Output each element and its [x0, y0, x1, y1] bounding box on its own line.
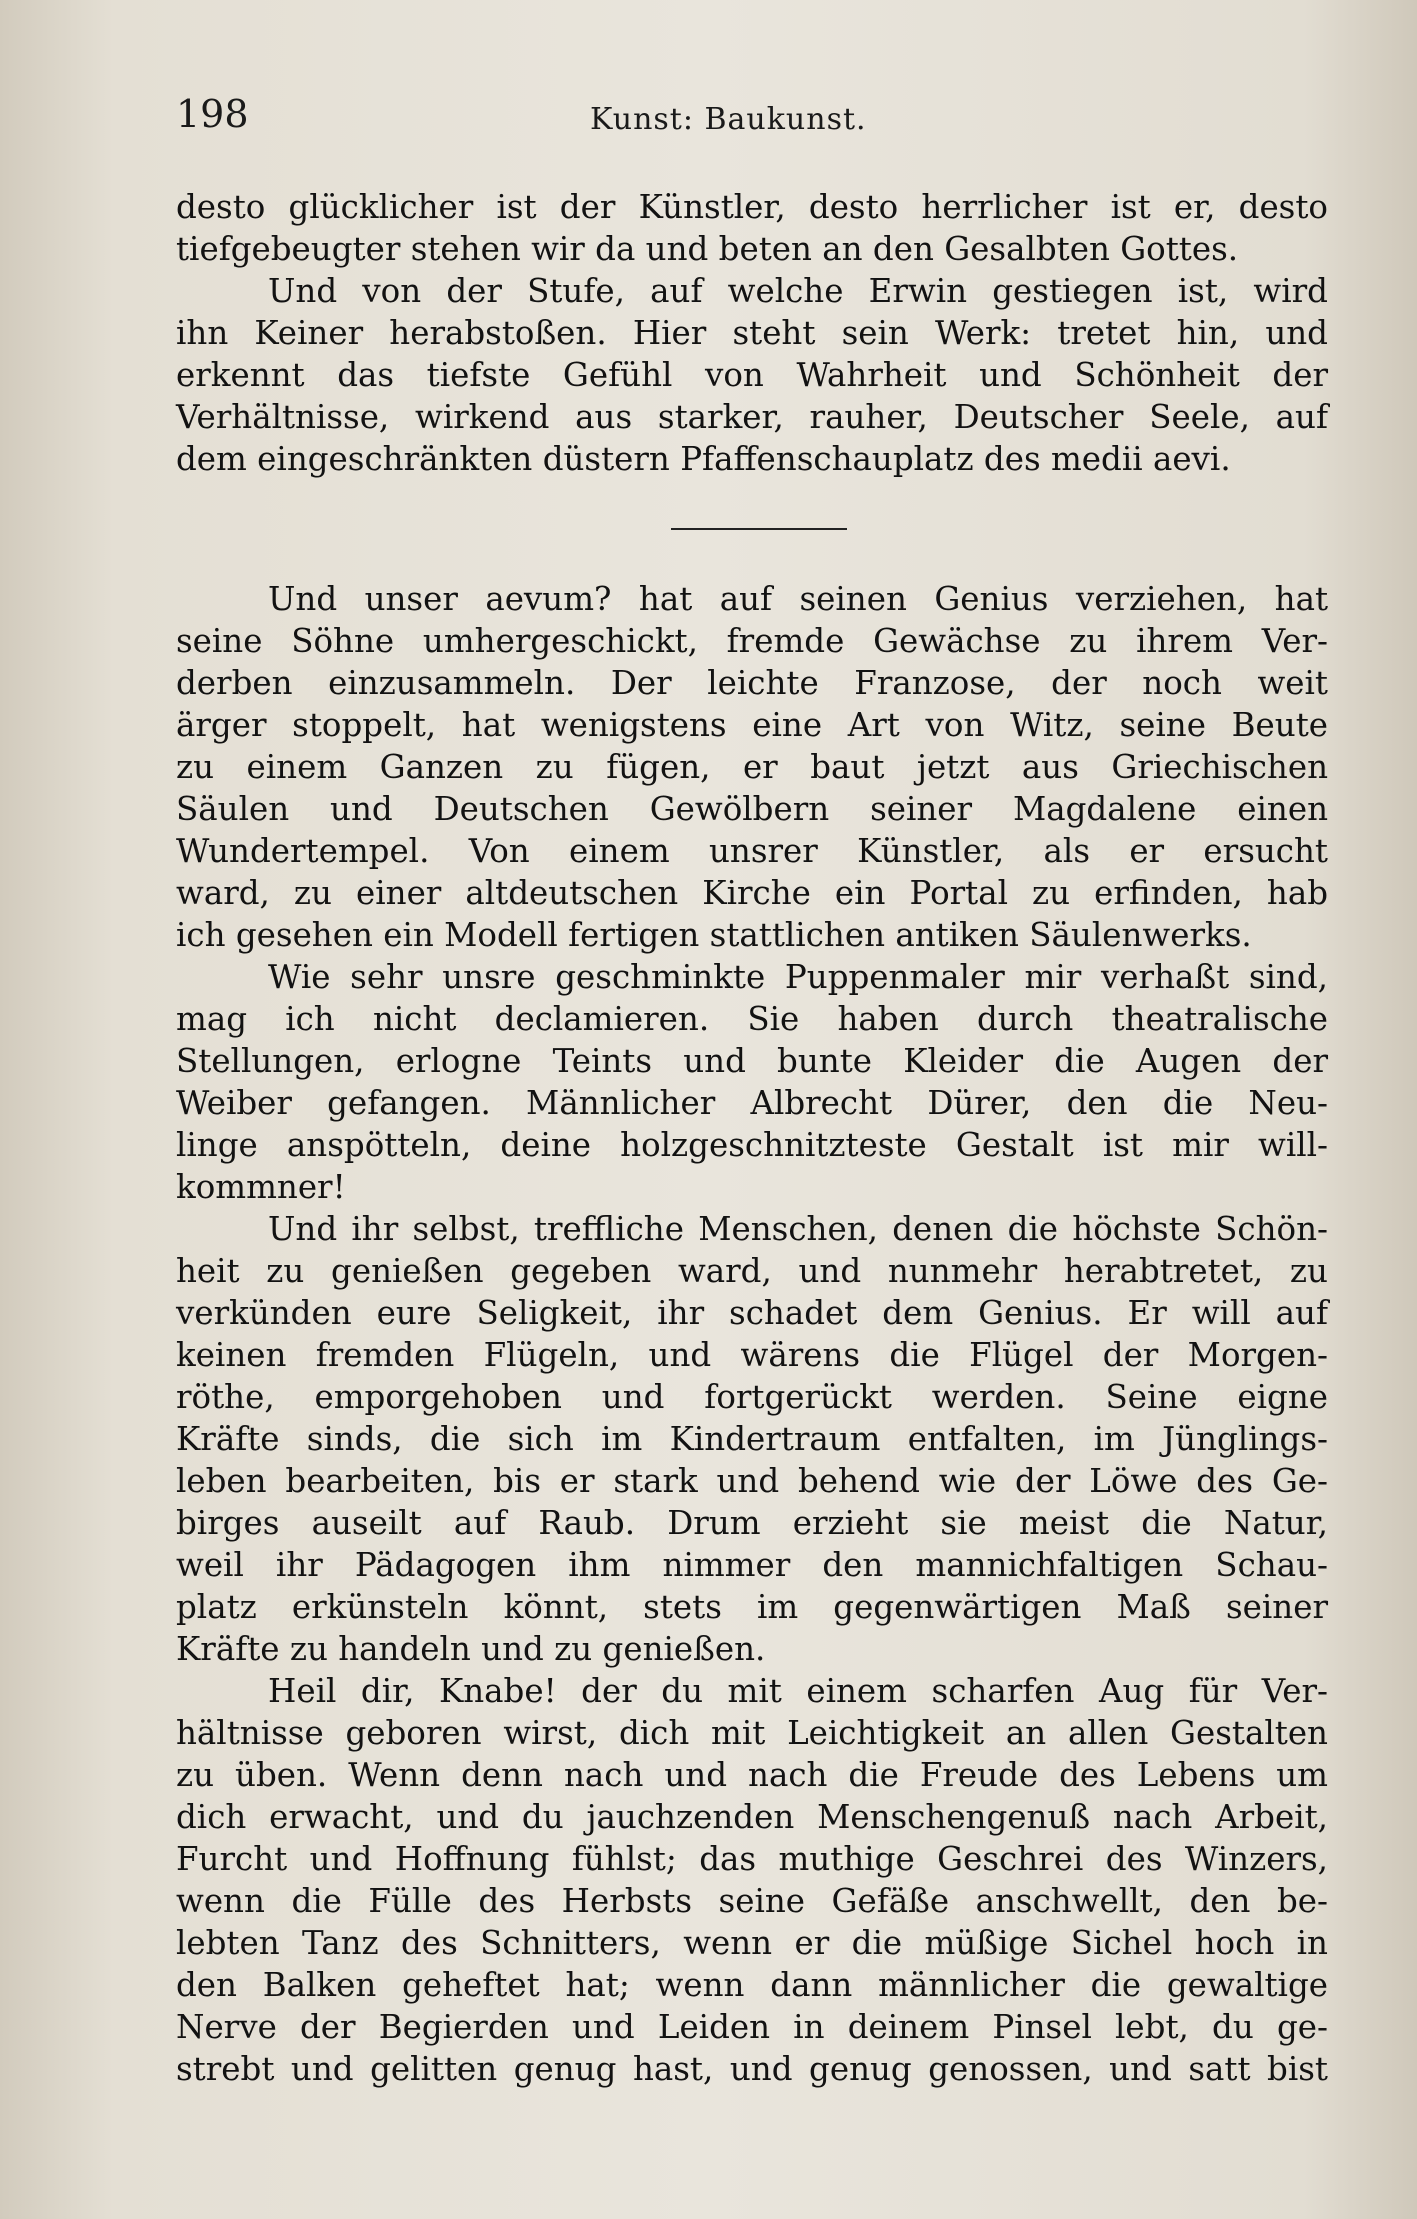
text-line: Verhältnisse, wirkend aus starker, rauher, Deutscher Seele, auf [176, 398, 1328, 436]
text-line: platz erkünsteln könnt, stets im gegenwärtigen Maß seiner [176, 1588, 1328, 1626]
text-line: dem eingeschränkten düstern Pfaffenschauplatz des medii aevi. [176, 440, 1231, 478]
section-rule [671, 528, 847, 530]
text-line: leben bearbeiten, bis er stark und behend wie der Löwe des Ge- [176, 1462, 1328, 1500]
text-line: zu üben. Wenn denn nach und nach die Freude des Lebens um [176, 1756, 1328, 1794]
text-line: Weiber gefangen. Männlicher Albrecht Dürer, den die Neu- [176, 1084, 1328, 1122]
section-divider [176, 480, 1328, 578]
text-line: Und von der Stufe, auf welche Erwin gestiegen ist, wird [268, 272, 1328, 310]
text-line: weil ihr Pädagogen ihm nimmer den mannichfaltigen Schau- [176, 1546, 1328, 1584]
text-line: Heil dir, Knabe! der du mit einem scharfen Aug für Ver- [268, 1672, 1328, 1710]
text-line: tiefgebeugter stehen wir da und beten an den Gesalbten Gottes. [176, 230, 1239, 268]
text-line: zu einem Ganzen zu fügen, er baut jetzt aus Griechischen [176, 748, 1328, 786]
text-line: verkünden eure Seligkeit, ihr schadet dem Genius. Er will auf [176, 1294, 1328, 1332]
text-line: Wie sehr unsre geschminkte Puppenmaler mir verhaßt sind, [268, 958, 1328, 996]
text-line: hältnisse geboren wirst, dich mit Leichtigkeit an allen Gestalten [176, 1714, 1328, 1752]
text-line: ärger stoppelt, hat wenigstens eine Art von Witz, seine Beute [176, 706, 1328, 744]
text-line: strebt und gelitten genug hast, und genug genossen, und satt bist [176, 2050, 1328, 2088]
text-line: wenn die Fülle des Herbsts seine Gefäße anschwellt, den be- [176, 1882, 1328, 1920]
text-line: derben einzusammeln. Der leichte Franzose, der noch weit [176, 664, 1328, 702]
text-line: Und unser aevum? hat auf seinen Genius verziehen, hat [268, 580, 1328, 618]
text-line: keinen fremden Flügeln, und wärens die Flügel der Morgen- [176, 1336, 1328, 1374]
text-line: Und ihr selbst, treffliche Menschen, denen die höchste Schön- [268, 1210, 1328, 1248]
text-line: mag ich nicht declamieren. Sie haben durch theatralische [176, 1000, 1328, 1038]
text-line: linge anspötteln, deine holzgeschnitzteste Gestalt ist mir will- [176, 1126, 1328, 1164]
text-line: birges auseilt auf Raub. Drum erzieht sie meist die Natur, [176, 1504, 1328, 1542]
text-line: ihn Keiner herabstoßen. Hier steht sein Werk: tretet hin, und [176, 314, 1328, 352]
body-text [176, 186, 1328, 2090]
text-line: dich erwacht, und du jauchzenden Menschengenuß nach Arbeit, [176, 1798, 1328, 1836]
page-number: 198 [176, 92, 249, 136]
text-line: Furcht und Hoffnung fühlst; das muthige Geschrei des Winzers, [176, 1840, 1328, 1878]
text-line: erkennt das tiefste Gefühl von Wahrheit und Schönheit der [176, 356, 1328, 394]
text-line: Säulen und Deutschen Gewölbern seiner Magdalene einen [176, 790, 1328, 828]
text-line: lebten Tanz des Schnitters, wenn er die müßige Sichel hoch in [176, 1924, 1328, 1962]
text-line: Kräfte sinds, die sich im Kindertraum entfalten, im Jünglings- [176, 1420, 1328, 1458]
text-line: Kräfte zu handeln und zu genießen. [176, 1630, 766, 1668]
text-line: ich gesehen ein Modell fertigen stattlichen antiken Säulenwerks. [176, 916, 1252, 954]
text-line: Stellungen, erlogne Teints und bunte Kleider die Augen der [176, 1042, 1328, 1080]
text-line: Nerve der Begierden und Leiden in deinem Pinsel lebt, du ge- [176, 2008, 1328, 2046]
text-line: seine Söhne umhergeschickt, fremde Gewächse zu ihrem Ver- [176, 622, 1328, 660]
running-head: Kunst: Baukunst. [590, 102, 867, 137]
text-line: Wundertempel. Von einem unsrer Künstler, als er ersucht [176, 832, 1328, 870]
text-line: desto glücklicher ist der Künstler, desto herrlicher ist er, desto [176, 188, 1328, 226]
text-line: röthe, emporgehoben und fortgerückt werden. Seine eigne [176, 1378, 1328, 1416]
text-line: heit zu genießen gegeben ward, und nunmehr herabtretet, zu [176, 1252, 1328, 1290]
text-line: kommner! [176, 1168, 346, 1206]
text-line: ward, zu einer altdeutschen Kirche ein Portal zu erfinden, hab [176, 874, 1328, 912]
text-line: den Balken geheftet hat; wenn dann männlicher die gewaltige [176, 1966, 1328, 2004]
